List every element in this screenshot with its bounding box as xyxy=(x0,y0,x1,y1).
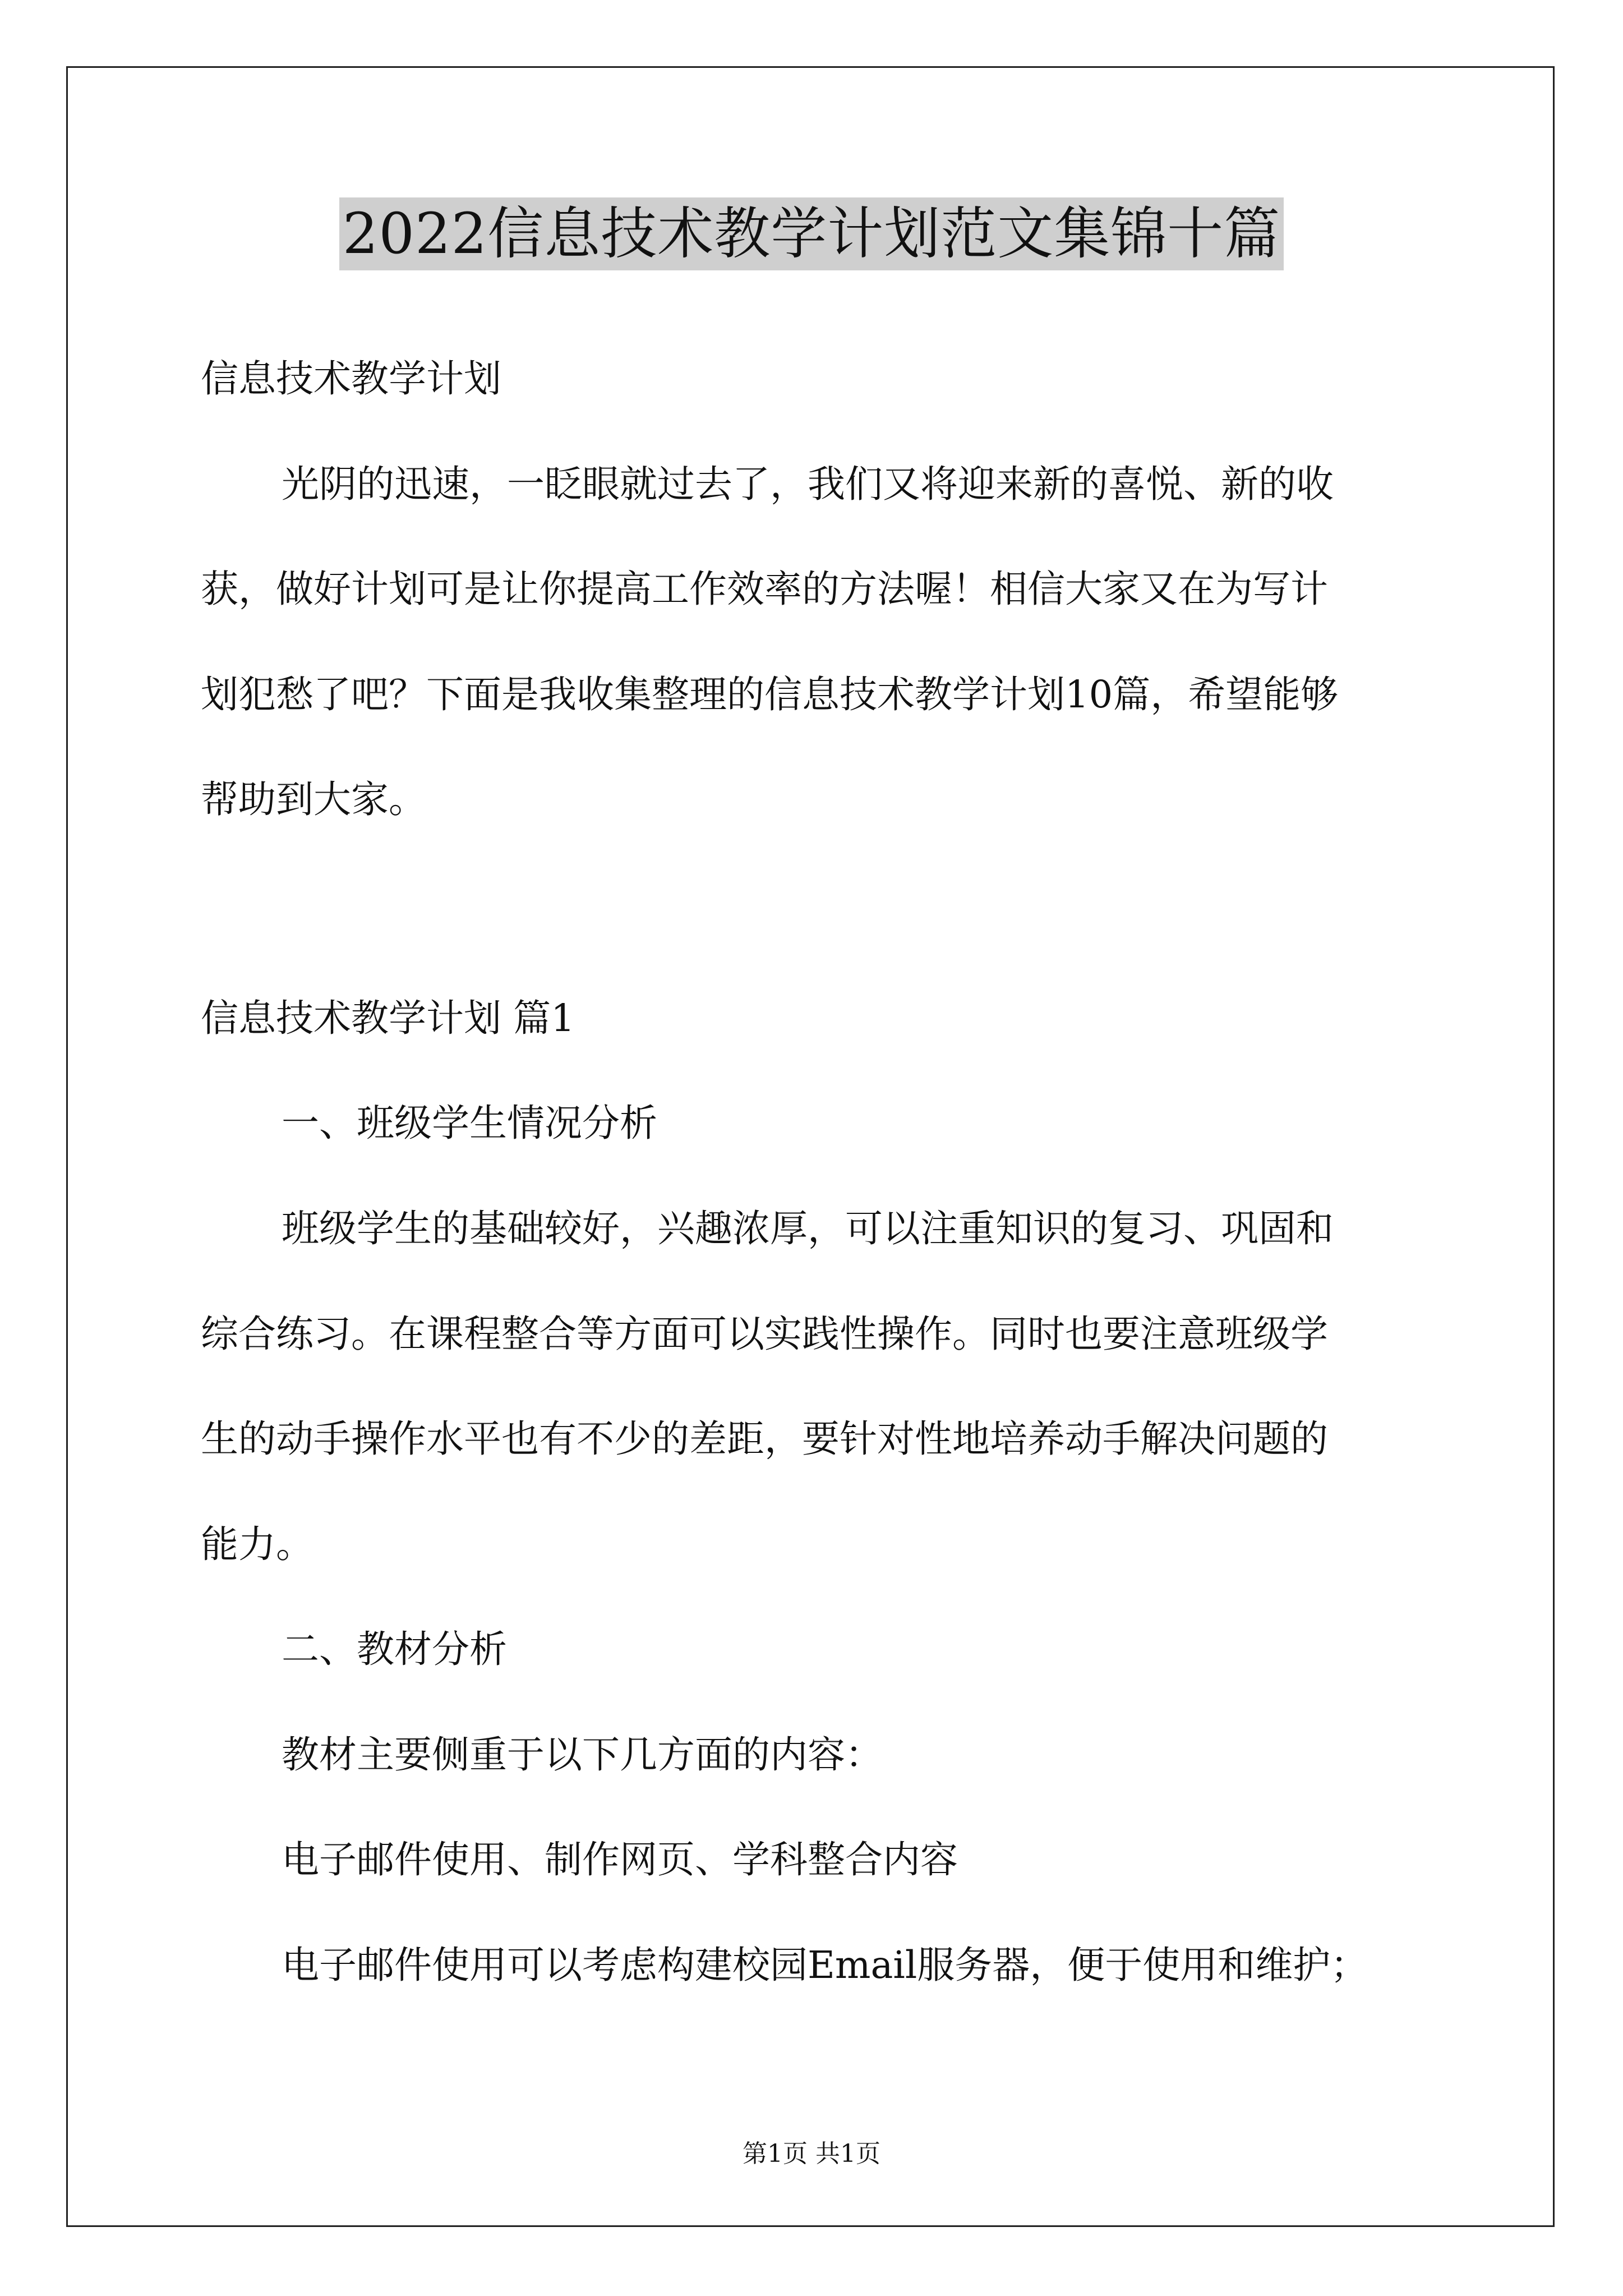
title-container xyxy=(0,197,1623,270)
paragraph-line: 电子邮件使用可以考虑构建校园Email服务器，便于使用和维护； xyxy=(282,1943,1368,1987)
paragraph-line: 班级学生的基础较好，兴趣浓厚，可以注重知识的复习、巩固和 xyxy=(282,1207,1334,1250)
page-footer: 第1页 共1页 xyxy=(743,2139,880,2168)
intro-line: 光阴的迅速，一眨眼就过去了，我们又将迎来新的喜悦、新的收 xyxy=(282,462,1334,506)
paragraph-line: 能力。 xyxy=(201,1522,313,1566)
subheading: 一、班级学生情况分析 xyxy=(282,1101,657,1145)
paragraph-line: 电子邮件使用、制作网页、学科整合内容 xyxy=(282,1838,958,1881)
paragraph-line: 综合练习。在课程整合等方面可以实践性操作。同时也要注意班级学 xyxy=(201,1312,1328,1356)
section-heading: 信息技术教学计划 篇1 xyxy=(201,996,575,1040)
paragraph-line: 生的动手操作水平也有不少的差距，要针对性地培养动手解决问题的 xyxy=(201,1417,1328,1461)
intro-line: 划犯愁了吧？下面是我收集整理的信息技术教学计划10篇，希望能够 xyxy=(201,673,1339,716)
subheading: 二、教材分析 xyxy=(282,1627,507,1671)
document-title: 2022信息技术教学计划范文集锦十篇 xyxy=(339,197,1284,270)
intro-line: 帮助到大家。 xyxy=(201,777,426,821)
intro-line: 获，做好计划可是让你提高工作效率的方法喔！相信大家又在为写计 xyxy=(201,567,1328,611)
section-heading: 信息技术教学计划 xyxy=(201,357,501,401)
paragraph-line: 教材主要侧重于以下几方面的内容： xyxy=(282,1733,883,1777)
